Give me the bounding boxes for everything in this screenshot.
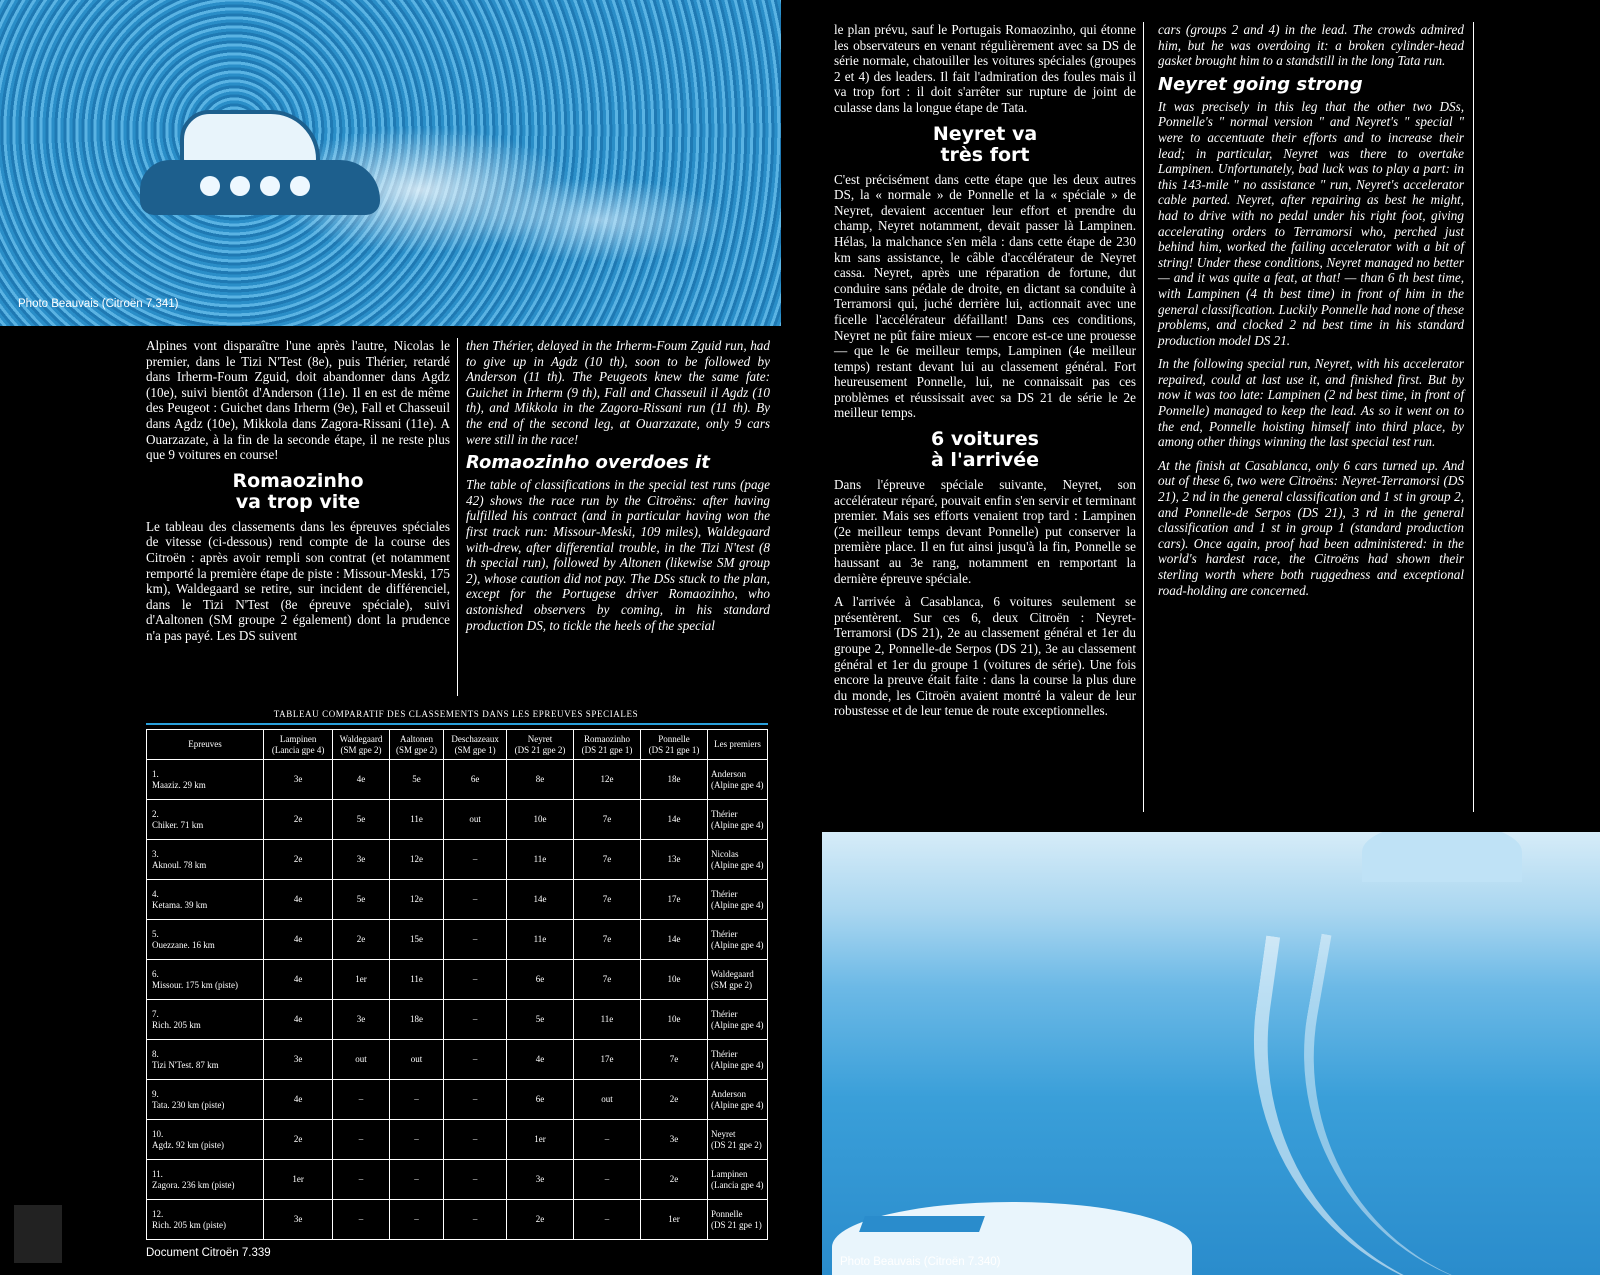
- paragraph: cars (groups 2 and 4) in the lead. The crowds admired him, but he was overdoing it: a broken cylinder-head gasket brought him to a standstill in the long Tata run.: [1158, 22, 1464, 69]
- table-title: TABLEAU COMPARATIF DES CLASSEMENTS DANS LES EPREUVES SPECIALES: [273, 709, 639, 719]
- table-header-row: [147, 730, 768, 760]
- table-row: [147, 960, 768, 1000]
- stage-cell: 5. Ouezzane. 16 km: [147, 920, 264, 960]
- photo-credit-bottom: Photo Beauvais (Citroën 7.340): [840, 1256, 1001, 1268]
- table-row: [147, 1080, 768, 1120]
- table-row: [147, 880, 768, 920]
- rank-cell: –: [444, 1040, 507, 1080]
- rank-cell: out: [573, 1080, 640, 1120]
- rank-cell: out: [444, 800, 507, 840]
- rank-cell: 1er: [333, 960, 390, 1000]
- winner-cell: Neyret (DS 21 gpe 2): [708, 1120, 768, 1160]
- section-heading: Romaozinho overdoes it: [466, 452, 710, 474]
- rank-cell: –: [444, 1120, 507, 1160]
- stage-cell: 12. Rich. 205 km (piste): [147, 1200, 264, 1240]
- column-divider: [1143, 22, 1144, 812]
- paragraph: At the finish at Casablanca, only 6 cars turned up. And out of these 6, two were Citroëns: Neyret-Terramorsi (DS 21), 2 nd in the general classification and 1 st in group 2, and Ponnelle-de Serpos (DS 21), 3 rd in the general classification and 1 st in group 1 (standard production cars). Once again, proof had been administered: in the world's hardest race, the Citroëns had shown their sterling worth where both ruggedness and exceptional road-holding are concerned.: [1158, 457, 1464, 598]
- rank-cell: 2e: [264, 840, 333, 880]
- winner-cell: Ponnelle (DS 21 gpe 1): [708, 1200, 768, 1240]
- paragraph: Le tableau des classements dans les épreuves spéciales de vitesse (ci-dessous) rend compte de la course des Citroën : après avoir rempli son contrat (et notamment remporté la première étape de piste : Missour-Meski, 175 km), Waldegaard se retire, sur incident de différenciel, dans le Tizi N'Test (8e épreuve spéciale), suivi d'Aaltonen (SM groupe 2 également) dont la prudence n'a pas payé. Les DS suivent: [146, 518, 450, 643]
- french-column-right: [834, 22, 1136, 719]
- rank-cell: 10e: [506, 800, 573, 840]
- table-row: [147, 800, 768, 840]
- rank-cell: –: [333, 1080, 390, 1120]
- rank-cell: 14e: [506, 880, 573, 920]
- rank-cell: 4e: [264, 1000, 333, 1040]
- rank-cell: –: [444, 880, 507, 920]
- winner-cell: Anderson (Alpine gpe 4): [708, 1080, 768, 1120]
- rank-cell: 6e: [506, 1080, 573, 1120]
- winner-cell: Thérier (Alpine gpe 4): [708, 880, 768, 920]
- hill-shape: [1362, 832, 1522, 882]
- column-header: Waldegaard (SM gpe 2): [333, 730, 390, 760]
- rank-cell: –: [389, 1200, 443, 1240]
- winner-cell: Anderson (Alpine gpe 4): [708, 760, 768, 800]
- rank-cell: 11e: [506, 920, 573, 960]
- paragraph: then Thérier, delayed in the Irherm-Foum Zguid run, had to give up in Agdz (10 th), soon to be followed by Anderson (11 th). The Peugeots knew the same fate: Guichet in Irherm (9 th), Fall and Chasseuil il Agdz (10 th), and Mikkola in the Zagora-Rissani run (11 th). By the end of the second leg, at Ouarzazate, only 9 cars were still in the race!: [466, 338, 770, 447]
- classification-table: [146, 729, 768, 1240]
- rank-cell: 2e: [506, 1200, 573, 1240]
- rank-cell: 15e: [389, 920, 443, 960]
- column-header: Lampinen (Lancia gpe 4): [264, 730, 333, 760]
- rank-cell: 7e: [573, 920, 640, 960]
- rank-cell: 1er: [640, 1200, 707, 1240]
- rank-cell: –: [444, 1000, 507, 1040]
- stage-cell: 11. Zagora. 236 km (piste): [147, 1160, 264, 1200]
- rank-cell: 3e: [506, 1160, 573, 1200]
- rank-cell: 5e: [333, 880, 390, 920]
- rank-cell: out: [389, 1040, 443, 1080]
- rank-cell: –: [444, 1080, 507, 1120]
- column-header: Aaltonen (SM gpe 2): [389, 730, 443, 760]
- stage-cell: 4. Ketama. 39 km: [147, 880, 264, 920]
- rank-cell: 1er: [264, 1160, 333, 1200]
- rank-cell: 12e: [573, 760, 640, 800]
- winner-cell: Thérier (Alpine gpe 4): [708, 920, 768, 960]
- rank-cell: 18e: [640, 760, 707, 800]
- rank-cell: 5e: [333, 800, 390, 840]
- rank-cell: 7e: [573, 880, 640, 920]
- section-heading: Romaozinho va trop vite: [232, 469, 364, 513]
- french-column-left: [146, 338, 450, 644]
- rank-cell: 4e: [264, 880, 333, 920]
- paragraph: The table of classifications in the special test runs (page 42) shows the race run by the Citroëns: after having fulfilled his contract (and in particular having won the first track run: Missour-Meski, 109 miles), Waldegaard with-drew, after differential trouble, in the Tizi N'test (8 th special run), followed by Altonen (likewise SM group 2), whose caution did not pay. The DSs stuck to the plan, except for the Portugese driver Romaozinho, who astonished observers by coming, in his standard production DS, to tickle the heels of the special: [466, 477, 770, 633]
- rank-cell: 17e: [640, 880, 707, 920]
- stage-cell: 1. Maaziz. 29 km: [147, 760, 264, 800]
- table-row: [147, 1200, 768, 1240]
- rank-cell: 4e: [333, 760, 390, 800]
- rank-cell: 14e: [640, 800, 707, 840]
- rank-cell: 14e: [640, 920, 707, 960]
- rank-cell: 3e: [333, 840, 390, 880]
- stage-cell: 10. Agdz. 92 km (piste): [147, 1120, 264, 1160]
- desert-road-photo: [822, 832, 1600, 1275]
- rank-cell: 7e: [573, 960, 640, 1000]
- rank-cell: 6e: [506, 960, 573, 1000]
- rank-cell: 2e: [264, 1120, 333, 1160]
- winner-cell: Waldegaard (SM gpe 2): [708, 960, 768, 1000]
- rank-cell: 3e: [264, 1200, 333, 1240]
- winner-cell: Thérier (Alpine gpe 4): [708, 1040, 768, 1080]
- section-heading: Neyret going strong: [1158, 73, 1363, 95]
- rank-cell: 1er: [506, 1120, 573, 1160]
- rank-cell: 13e: [640, 840, 707, 880]
- winner-cell: Thérier (Alpine gpe 4): [708, 1000, 768, 1040]
- rank-cell: 6e: [444, 760, 507, 800]
- table-row: [147, 920, 768, 960]
- rank-cell: –: [573, 1120, 640, 1160]
- paragraph: In the following special run, Neyret, with his accelerator repaired, could at last use it, and finished first. But by now it was too late: Lampinen (2 nd best time, in front of Ponnelle) managed to keep the lead. As so it went on to the end, Ponnelle hoisting himself into third place, by among other things winning the last special test run.: [1158, 356, 1464, 450]
- section-heading: 6 voitures à l'arrivée: [931, 428, 1039, 472]
- rank-cell: 5e: [506, 1000, 573, 1040]
- paragraph: It was precisely in this leg that the other two DSs, Ponnelle's " normal version " and Neyret's " special " were to accentuate their efforts and to increase their lead; in particular, Neyret was there to overtake Lampinen. Unfortunately, bad luck was to play a part: in this 143-mile " no assistance " run, Neyret's accelerator cable parted. Neyret, after repairing as best he might, had to drive with no pedal under his right foot, giving accelerating orders to Terramorsi who, perched just behind him, worked the failing accelerator with a bit of string! Under these conditions, Neyret managed no better — and it was quite a feat, at that! — than 6 th best time, with Lampinen (4 th best time) in front of him in the general classification. Luckily Ponnelle had none of these problems, and clocked 2 nd best time in his standard production model DS 21.: [1158, 98, 1464, 348]
- rank-cell: 2e: [264, 800, 333, 840]
- paragraph: Dans l'épreuve spéciale suivante, Neyret, son accélérateur réparé, pouvait enfin s'en servir et terminant premier. Mais ses efforts venaient trop tard : Lampinen (2e meilleur temps devant Ponnelle) put conserver la première place. Il en fut ainsi jusqu'à la fin, Ponnelle se haussant au 3e rang, notamment en remportant la dernière épreuve spéciale.: [834, 477, 1136, 586]
- rank-cell: 11e: [389, 960, 443, 1000]
- table-row: [147, 1000, 768, 1040]
- winner-cell: Nicolas (Alpine gpe 4): [708, 840, 768, 880]
- rank-cell: –: [573, 1160, 640, 1200]
- rank-cell: 11e: [573, 1000, 640, 1040]
- rank-cell: –: [444, 920, 507, 960]
- photo-credit-top: Photo Beauvais (Citroën 7.341): [18, 298, 179, 310]
- rank-cell: 3e: [264, 1040, 333, 1080]
- english-column-left: [466, 338, 770, 633]
- rank-cell: 10e: [640, 1000, 707, 1040]
- column-divider: [457, 338, 458, 696]
- rally-car-illustration: [140, 110, 390, 230]
- paragraph: le plan prévu, sauf le Portugais Romaozinho, qui étonne les observateurs en venant régulièrement avec sa DS de série normale, chatouiller les voitures spéciales (groupes 2 et 4) des leaders. Il fait l'admiration des foules mais il va trop fort : il doit s'arrêter sur rupture de joint de culasse dans la longue étape de Tata.: [834, 22, 1136, 115]
- rank-cell: 3e: [333, 1000, 390, 1040]
- column-header: Deschazeaux (SM gpe 1): [444, 730, 507, 760]
- column-header: Epreuves: [147, 730, 264, 760]
- table-row: [147, 840, 768, 880]
- rank-cell: 10e: [640, 960, 707, 1000]
- column-header: Les premiers: [708, 730, 768, 760]
- rank-cell: 3e: [640, 1120, 707, 1160]
- stage-cell: 9. Tata. 230 km (piste): [147, 1080, 264, 1120]
- stage-cell: 7. Rich. 205 km: [147, 1000, 264, 1040]
- rank-cell: 12e: [389, 880, 443, 920]
- column-header: Ponnelle (DS 21 gpe 1): [640, 730, 707, 760]
- table-row: [147, 1040, 768, 1080]
- rank-cell: –: [333, 1120, 390, 1160]
- paragraph: A l'arrivée à Casablanca, 6 voitures seulement se présentèrent. Sur ces 6, deux Citroën : Neyret-Terramorsi (DS 21), 2e au classement général et 1er du groupe 2, Ponnelle-de Serpos (DS 21), 3e au classement général et 1er du groupe 1 (voitures de série). Une fois encore la preuve était faite : dans la course la plus dure du monde, les Citroën avaient montré la valeur de leur robustesse et de leur tenue de route exceptionnelles.: [834, 594, 1136, 719]
- rank-cell: 2e: [640, 1160, 707, 1200]
- rank-cell: 4e: [264, 960, 333, 1000]
- rank-cell: 4e: [264, 920, 333, 960]
- rank-cell: 8e: [506, 760, 573, 800]
- stage-cell: 6. Missour. 175 km (piste): [147, 960, 264, 1000]
- stage-cell: 8. Tizi N'Test. 87 km: [147, 1040, 264, 1080]
- winner-cell: Lampinen (Lancia gpe 4): [708, 1160, 768, 1200]
- rally-car-photo: [0, 0, 781, 326]
- rank-cell: –: [389, 1120, 443, 1160]
- document-credit: Document Citroën 7.339: [146, 1247, 271, 1259]
- column-divider: [1473, 22, 1474, 812]
- rank-cell: 4e: [506, 1040, 573, 1080]
- paragraph: C'est précisément dans cette étape que les deux autres DS, la « normale » de Ponnelle et la « spéciale » de Neyret, devaient accentuer leur effort et prendre du champ, Neyret notamment, devait passer là Lampinen. Hélas, la malchance s'en mêla : dans cette étape de 230 km sans assistance, le câble d'accélérateur de Neyret cassa. Neyret, après une réparation de fortune, dut conduire sans pédale de droite, en dictant sa conduite à Terramorsi qui, juché derrière lui, actionnait avec une ficelle l'accélérateur défaillant! Dans ces conditions, Neyret ne pût faire mieux — encore est-ce une prouesse — que le 6e meilleur temps, Lampinen (4e meilleur temps) restant devant lui au classement général. Fort heureusement Ponnelle, lui, ne connaissait pas ces problèmes et réussissait avec sa DS 21 de série le 2e meilleur temps.: [834, 171, 1136, 421]
- winner-cell: Thérier (Alpine gpe 4): [708, 800, 768, 840]
- rank-cell: –: [389, 1080, 443, 1120]
- table-rule: [146, 723, 768, 725]
- rank-cell: –: [444, 840, 507, 880]
- rank-cell: –: [444, 1160, 507, 1200]
- rank-cell: 17e: [573, 1040, 640, 1080]
- rank-cell: –: [444, 1200, 507, 1240]
- rank-cell: out: [333, 1040, 390, 1080]
- rank-cell: –: [333, 1160, 390, 1200]
- rank-cell: –: [444, 960, 507, 1000]
- rank-cell: 2e: [333, 920, 390, 960]
- rank-cell: 7e: [573, 800, 640, 840]
- table-row: [147, 1160, 768, 1200]
- rank-cell: 5e: [389, 760, 443, 800]
- table-row: [147, 760, 768, 800]
- rank-cell: 7e: [573, 840, 640, 880]
- rank-cell: –: [389, 1160, 443, 1200]
- rank-cell: 4e: [264, 1080, 333, 1120]
- column-header: Neyret (DS 21 gpe 2): [506, 730, 573, 760]
- stage-cell: 2. Chiker. 71 km: [147, 800, 264, 840]
- column-header: Romaozinho (DS 21 gpe 1): [573, 730, 640, 760]
- rank-cell: 7e: [640, 1040, 707, 1080]
- stage-cell: 3. Aknoul. 78 km: [147, 840, 264, 880]
- rank-cell: 11e: [389, 800, 443, 840]
- section-heading: Neyret va très fort: [932, 122, 1038, 166]
- page-marker: [14, 1205, 62, 1263]
- rank-cell: –: [333, 1200, 390, 1240]
- rank-cell: –: [573, 1200, 640, 1240]
- paragraph: Alpines vont disparaître l'une après l'autre, Nicolas le premier, dans le Tizi N'Test (8e), puis Thérier, retardé dans Irherm-Foum Zguid, doit abandonner dans Agdz (10e), suivi bientôt d'Anderson (11e). Il en est de même des Peugeot : Guichet dans Irherm (9e), Fall et Chasseuil dans Agdz (10e), Mikkola dans Zagora-Rissani (11e). A Ouarzazate, à la fin de la seconde étape, il ne reste plus que 9 voitures en course!: [146, 338, 450, 463]
- rank-cell: 18e: [389, 1000, 443, 1040]
- table-row: [147, 1120, 768, 1160]
- rank-cell: 3e: [264, 760, 333, 800]
- rank-cell: 12e: [389, 840, 443, 880]
- english-column-right: [1158, 22, 1464, 598]
- rank-cell: 11e: [506, 840, 573, 880]
- rank-cell: 2e: [640, 1080, 707, 1120]
